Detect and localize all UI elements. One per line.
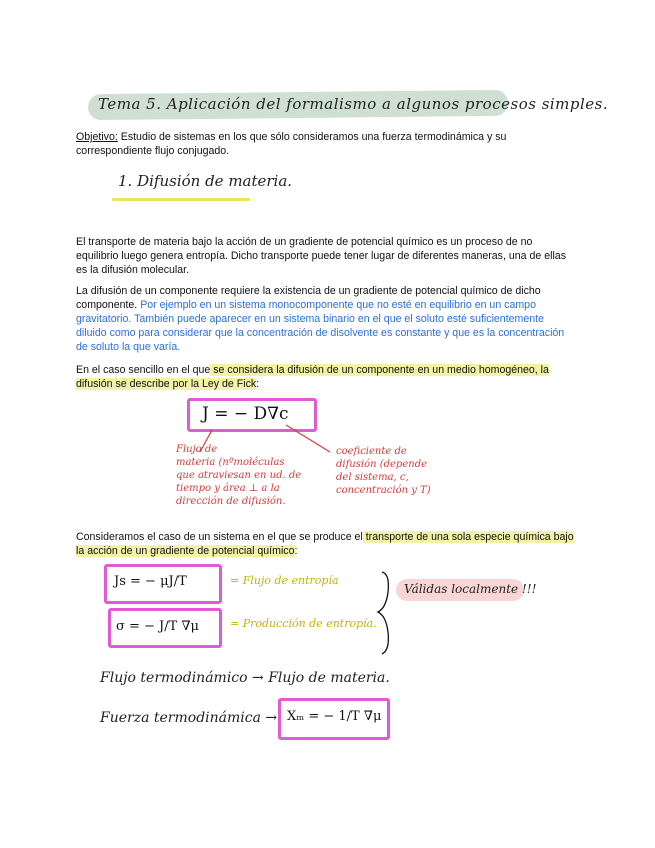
fick-intro-highlight: se considera la difusión de un componente en un medio homogéneo, la difusión se describe por la Ley de Fick (76, 364, 549, 390)
flux-mapping-line: Flujo termodinámico → Flujo de materia. (100, 670, 390, 686)
fick-note-left (176, 443, 301, 508)
fick-equation: J = − D∇c (202, 404, 289, 424)
paragraph-diffusion-example: Por ejemplo en un sistema monocomponente que no esté en equilibrio en un campo gravitatorio. También puede aparecer en un sistema binario en el que el soluto esté suficientemente diluido como para considerar que la concentración de disolvente es constante y que es la concentración de soluto la que varía. (76, 299, 565, 353)
entropy-flux-equation: Js = − μJ/T (114, 574, 187, 589)
fick-note-left-4: tiempo y área ⊥ a la (176, 483, 280, 494)
paragraph-transport: El transporte de materia bajo la acción de un gradiente de potencial químico es un proceso de no equilibrio luego genera entropía. Dicho transporte puede tener lugar de diferentes maneras, una de ellas es la difusión molecular. (76, 236, 566, 276)
entropy-production-label: = Producción de entropía. (230, 617, 377, 630)
page-title: Tema 5. Aplicación del formalismo a algunos procesos simples. (98, 95, 609, 113)
fick-note-right-3: del sistema, c, (336, 472, 409, 483)
brace (378, 572, 388, 654)
force-mapping-line: Fuerza termodinámica → (100, 710, 278, 726)
paragraph-single-species (76, 530, 576, 558)
fick-note-left-5: dirección de difusión. (176, 496, 286, 507)
fick-note-right (336, 445, 431, 497)
valid-note: Válidas localmente !!! (404, 582, 537, 596)
fick-intro-a: En el caso sencillo en el que (76, 364, 211, 376)
fick-intro-c: : (256, 378, 260, 390)
single-species-c: : (294, 545, 298, 557)
section-heading: 1. Difusión de materia. (118, 172, 293, 190)
fick-note-right-2: difusión (depende (336, 459, 428, 470)
entropy-flux-label: = Flujo de entropía (230, 574, 339, 587)
entropy-production-equation: σ = − J/T ∇μ (116, 619, 199, 634)
objective-text: Estudio de sistemas en los que sólo consideramos una fuerza termodinámica y su correspondiente flujo conjugado. (76, 131, 507, 157)
fick-note-right-4: concentración y T) (336, 485, 431, 496)
fick-note-right-1: coeficiente de (336, 446, 407, 457)
single-species-a: Consideramos el caso de un sistema en el que se produce el (76, 531, 363, 543)
single-species-highlight: transporte de una sola especie química bajo la acción de un gradiente de potencial químico (76, 531, 574, 557)
force-equation: Xₘ = − 1/T ∇μ (287, 709, 382, 724)
fick-note-left-2: materia (nºmoléculas (176, 457, 285, 468)
fick-note-left-1: Flujo de (176, 444, 218, 455)
fick-note-left-3: que atraviesan en ud. de (176, 470, 302, 481)
objective-label: Objetivo: (76, 131, 118, 143)
paragraph-diffusion-main: La difusión de un componente requiere la existencia de un gradiente de potencial químico de dicho componente. (76, 285, 541, 311)
